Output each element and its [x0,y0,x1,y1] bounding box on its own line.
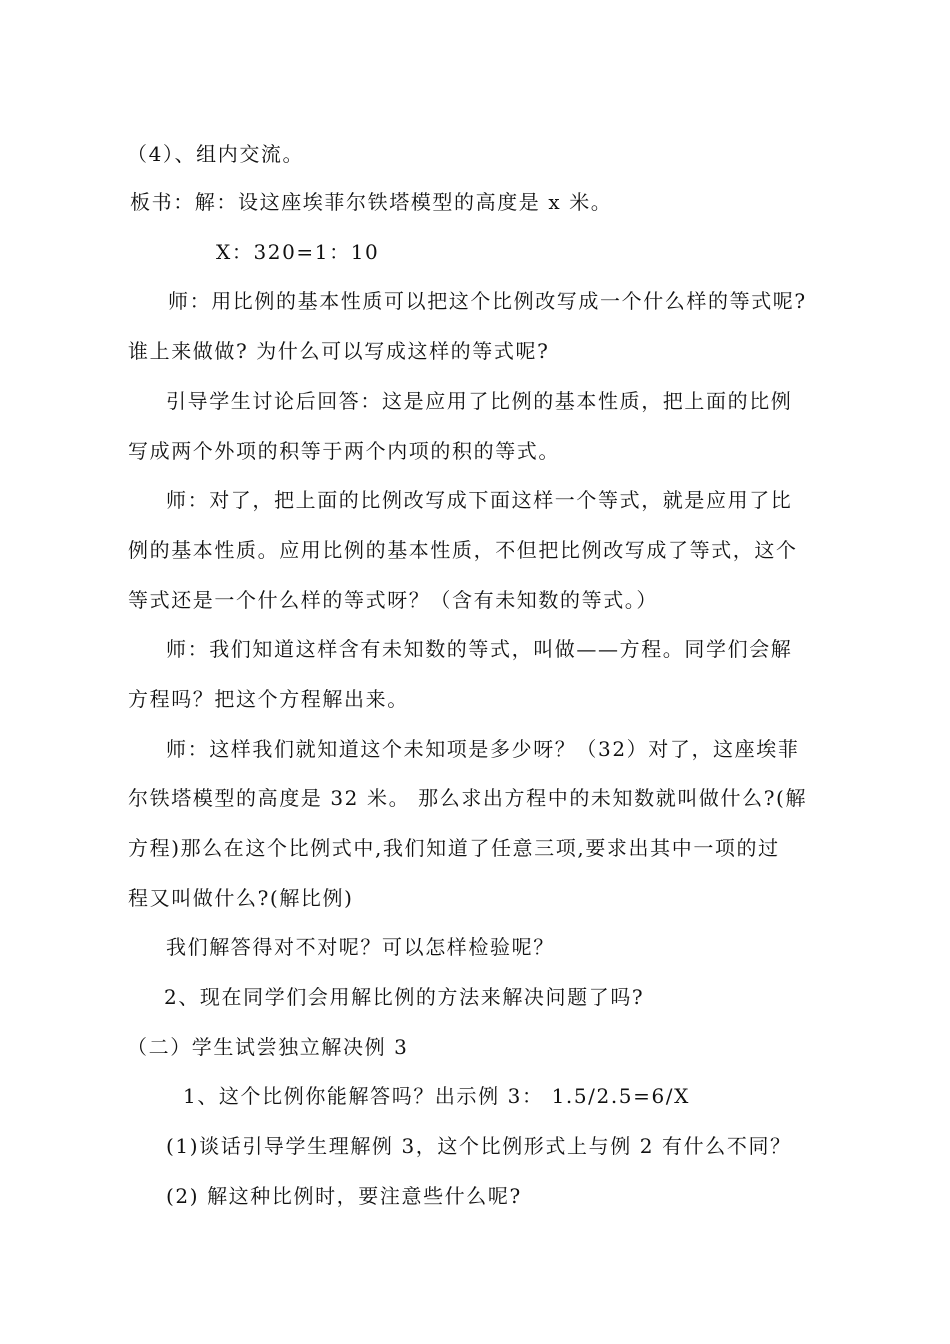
text-line-check-answer: 我们解答得对不对呢？可以怎样检验呢？ [166,935,555,959]
text-line-model-height: 尔铁塔模型的高度是 32 米。 那么求出方程中的未知数就叫做什么?(解 [128,786,808,810]
text-line-group-exchange: （4）、组内交流。 [127,142,305,166]
text-line-unknown-equation: 等式还是一个什么样的等式呀？（含有未知数的等式。） [128,588,658,612]
text-line-equation: X：320=1：10 [216,240,380,264]
text-line-product-equation: 写成两个外项的积等于两个内项的积的等式。 [128,439,560,463]
text-line-teacher-equation-name: 师：我们知道这样含有未知数的等式，叫做——方程。同学们会解 [166,637,793,661]
text-line-who-does: 谁上来做做? 为什么可以写成这样的等式呢? [128,339,550,363]
text-line-item-2: (2) 解这种比例时，要注意些什么呢? [166,1184,522,1208]
text-line-example-3: 1、这个比例你能解答吗？出示例 3： 1.5/2.5=6/X [183,1084,690,1108]
text-line-teacher-question: 师：用比例的基本性质可以把这个比例改写成一个什么样的等式呢? [168,289,807,313]
text-line-solve-equation: 方程吗？把这个方程解出来。 [128,687,409,711]
text-line-teacher-unknown: 师：这样我们就知道这个未知项是多少呀？（32）对了，这座埃菲 [166,737,800,761]
text-line-proportion-process: 方程)那么在这个比例式中,我们知道了任意三项,要求出其中一项的过 [128,836,780,860]
text-line-basic-property: 例的基本性质。应用比例的基本性质，不但把比例改写成了等式，这个 [128,538,798,562]
text-line-teacher-right: 师：对了，把上面的比例改写成下面这样一个等式，就是应用了比 [166,488,793,512]
section-heading-example-3: （二）学生试尝独立解决例 3 [127,1035,409,1059]
text-line-guide-students: 引导学生讨论后回答：这是应用了比例的基本性质，把上面的比例 [166,389,793,413]
text-line-item-1: (1)谈话引导学生理解例 3，这个比例形式上与例 2 有什么不同？ [166,1134,792,1158]
text-line-section-2: 2、现在同学们会用解比例的方法来解决问题了吗? [164,985,645,1009]
text-line-solve-proportion: 程又叫做什么?(解比例) [128,886,354,910]
text-line-blackboard: 板书：解：设这座埃菲尔铁塔模型的高度是 x 米。 [130,190,613,214]
